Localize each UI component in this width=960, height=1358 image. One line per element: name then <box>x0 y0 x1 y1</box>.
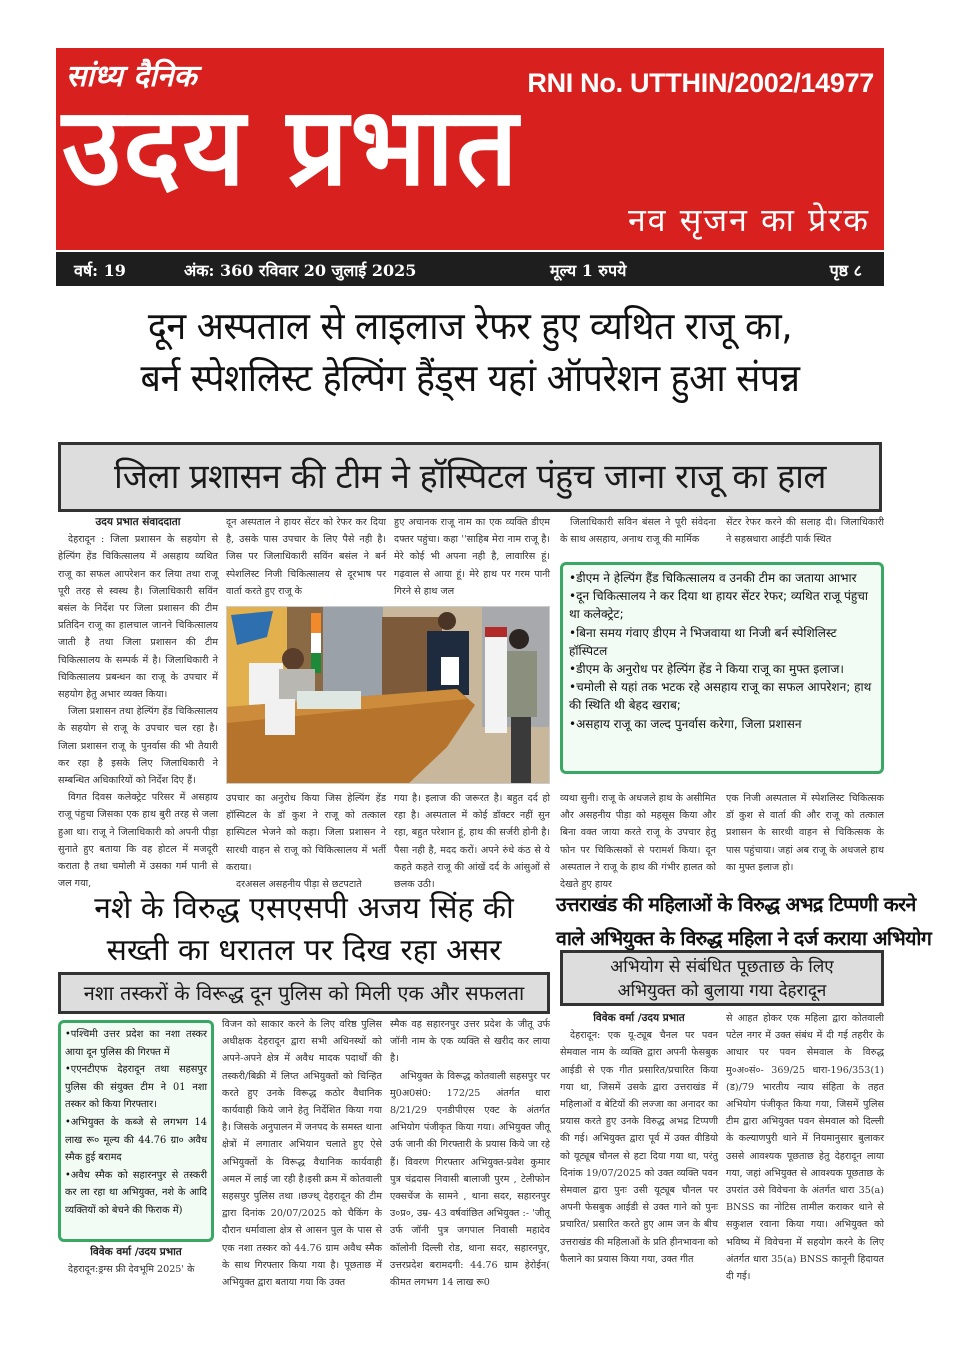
story2-headline-line2: सख्ती का धरातल पर दिख रहा असर <box>106 933 502 968</box>
story3-byline: विवेक वर्मा /उदय प्रभात <box>593 1012 685 1024</box>
story1-column-1 <box>58 514 218 892</box>
dm-office-photo <box>227 607 550 784</box>
highlight-item: •अभियुक्त के कब्जे से लगभग 14 लाख रू० मूल्य की 44.76 ग्रा० अवैध स्मैक हुई बरामद <box>65 1116 207 1164</box>
story1-paragraph: देहरादून : जिला प्रशासन के सहयोग से हेल्पिंग हेंड चिकित्सालय में असहाय व्यथित राजू का सफल आपरेशन कर लिया तथा राजू पूरी तरह से स्वस्थ है। जिलाधिकारी सविंन बसंल के निर्देश पर जिला प्रशासन की टीम प्रतिदिन राजू का हालचाल जानने चिकित्सालय जाती है तथा जिला प्रशासन की टीम चिकित्सालय के सम्पर्क में है। जिलाधिकारी ने चिकित्सालय प्रबन्धन का राजू के उपचार में सहयोग हेतु अभार व्यक्त किया। <box>58 534 218 701</box>
story3-headline-line1: उत्तराखंड की महिलाओं के विरुद्ध अभद्र टिप्पणी करने <box>556 893 916 916</box>
story1-photo <box>226 606 550 784</box>
story1-column-5-bottom <box>726 790 884 876</box>
issue-date: अंक: 360 रविवार 20 जुलाई 2025 <box>184 261 417 280</box>
story3-headline-line2: वाले अभियुक्त के विरुद्ध महिला ने दर्ज कराया अभियोग <box>556 927 932 950</box>
story1-paragraph: सेंटर रेफर करने की सलाह दी। जिलाधिकारी ने सहस्रधारा आईटी पार्क स्थित <box>726 517 884 546</box>
story1-column-3-top <box>394 514 550 600</box>
story1-headline <box>56 300 884 404</box>
highlight-item: •एएनटीएफ देहरादून तथा सहसपुर पुलिस की संयुक्त टीम ने 01 नशा तस्कर को किया गिरफ्तार। <box>65 1064 207 1111</box>
story1-paragraph: व्यथा सुनी। राजू के अधजले हाथ के असीमित और असहनीय पीड़ा को महसूस किया और बिना वक्त जाया करते राजू के उपचार हेतु फोन पर चिकित्सकों से परामर्श किया। दून अस्पताल ने राजू के हाथ की गंभीर हालत को देखते हुए हायर <box>560 793 716 891</box>
story3-column-1 <box>560 1010 718 1268</box>
masthead <box>56 48 884 250</box>
story2-paragraph: विजन को साकार करने के लिए वरिष्ठ पुलिस अधीक्षक देहरादून द्वारा सभी अधिनस्थों को अपने-अपने क्षेत्र में अवैध मादक पदार्थों की तस्करी/बिक्री में लिप्त अभियुक्तों को चिन्हित करते हुए उनके विरूद्ध कठोर वैधानिक कार्यवाही किये जाने हेतु निर्देशित किया गया है। जिसके अनुपालन में जनपद के समस्त थाना क्षेत्रों में लगातार अभियान चलाते हुए ऐसे अभियुक्तों के विरूद्ध वैधानिक कार्यवाही अमल में लाई जा रही है।इसी क्रम में कोतवाली सहसपुर पुलिस तथा ।छज्थ् देहरादून की टीम द्वारा दिनांक 20/07/2025 को चैकिंग के दौरान धर्मावाला क्षेत्र से आसन पुल के पास से एक नशा तस्कर को 44.76 ग्राम अवैध स्मैक के साथ गिरफ्तार किया गया है। पूछताछ में अभियुक्त द्वारा बताया गया कि उक्त <box>222 1019 382 1289</box>
highlight-item: •डीएम ने हेल्पिंग हैंड चिकित्सालय व उनकी टीम का जताया आभार <box>569 571 857 585</box>
issue-info-bar <box>56 252 884 286</box>
story1-paragraph: दरअसल असहनीय पीड़ा से छटपटाते <box>236 879 362 891</box>
story2-column-3 <box>390 1016 550 1291</box>
highlight-item: •पश्चिमी उत्तर प्रदेश का नशा तस्कर आया दून पुलिस की गिरफ्त में <box>65 1029 207 1058</box>
story1-headline-line1: दून अस्पताल से लाइलाज रेफर हुए व्यथित राजू का, <box>147 304 793 348</box>
story2-column-2 <box>222 1016 382 1291</box>
story1-column-5-top <box>726 514 884 548</box>
story3-paragraph: से आहत होकर एक महिला द्वारा कोतवाली पटेल नगर में उक्त संबंध में दी गई तहरीर के आधार पर पवन सेमवाल के विरुद्ध मु०अ०सं०- 369/25 धारा-196/353(1)(ड)/79 भारतीय न्याय संहिता के तहत अभियोग पंजीकृत किया गया, जिसमें पुलिस टीम द्वारा अभियुक्त पवन सेमवाल को दिल्ली के कल्याणपुरी थाने में नियमानुसार बुलाकर उससे आवश्यक पूछताछ हेतु देहरादून लाया गया, जहां अभियुक्त से आवश्यक पूछताछ के उपरांत उसे विवेचना के अंतर्गत धारा 35(a) BNSS का नोटिस तामील कराकर थाने से सकुशल रवाना किया गया। अभियुक्त को भविष्य में विवेचना में सहयोग करने के लिए अंतर्गत धारा 35(a) BNSS कानूनी हिदायत दी गई। <box>726 1013 884 1283</box>
story1-paragraph: एक निजी अस्पताल में स्पेशलिस्ट चिकित्सक डॉ कुश से वार्ता की और राजू को तत्काल प्रशासन के सारथी वाहन से चिकित्सक के पास पहुंचाया। जहां अब राजू के अधजले हाथ का मुफ्त इलाज हो। <box>726 793 884 873</box>
year: वर्ष: 19 <box>74 261 126 280</box>
story1-column-4-top <box>560 514 716 548</box>
story3-subheadline <box>560 950 884 1006</box>
story1-headline-line2: बर्न स्पेशलिस्ट हेल्पिंग हैंड्स यहां ऑपरेशन हुआ संपन्न <box>140 356 800 400</box>
highlight-item: •बिना समय गंवाए डीएम ने भिजवाया था निजी बर्न स्पेशिलिस्ट हॉस्पिटल <box>569 625 837 658</box>
story3-headline <box>556 888 932 956</box>
edition-label: सांध्य दैनिक <box>66 59 197 94</box>
story2-byline: विवेक वर्मा /उदय प्रभात <box>90 1246 182 1258</box>
story1-column-2-top <box>226 514 386 600</box>
newspaper-title: उदय प्रभात <box>62 85 520 210</box>
price: मूल्य 1 रुपये <box>550 261 627 280</box>
story1-column-4-bottom <box>560 790 716 893</box>
story1-column-3-bottom <box>394 790 550 893</box>
story2-headline-line1: नशे के विरुद्ध एसएसपी अजय सिंह की <box>94 891 514 926</box>
highlight-item: •दून चिकित्सालय ने कर दिया था हायर सेंटर रेफर; व्यथित राजू पंहुचा था कलेक्ट्रेट; <box>569 589 869 622</box>
story1-paragraph: जिला प्रशासन तथा हेल्पिंग हेंड चिकित्सालय के सहयोग से राजू के उपचार चल रहा है। जिला प्रशासन राजू के पुनर्वास की भी तैयारी कर रहा है इसके लिए जिलाधिकारी ने सम्बन्धित अधिकारियों को निर्देश दिए हैं। <box>58 706 218 787</box>
highlight-item: •डीएम के अनुरोध पर हेल्पिंग हेंड ने किया राजू का मुफ्त इलाज। <box>569 662 844 677</box>
story1-paragraph: हुए अचानक राजू नाम का एक व्यक्ति डीएम दफ्तर पहुंचा। कहा ''साहिब मेरा नाम राजू है। मेरे कोई भी अपना नही है, लावारिस हूं। गढ़वाल से आया हूं। मेरे हाथ पर गरम पानी गिरने से हाथ जल <box>394 517 550 597</box>
rni-number: RNI No. UTTHIN/2002/14977 <box>527 68 874 98</box>
story1-paragraph: विगत दिवस कलेक्ट्रेट परिसर में असहाय राजू पंहुचा जिसका एक हाथ बुरी तरह से जला हुआ था। राजू ने जिलाधिकारी को अपनी पीड़ा सुनाते हुए बताया कि वह होटल में मजदूरी कराता है तथा चमोली में उसका गर्म पानी से जल गया, <box>58 792 218 890</box>
story2-subheadline: नशा तस्करों के विरूद्ध दून पुलिस को मिली एक और सफलता <box>58 972 550 1014</box>
story1-paragraph: गया है। इलाज की जरूरत है। बहुत दर्द हो रहा है। अस्पताल में कोई डॉक्टर नहीं सुन रहा, बहुत परेशान हूं, हाथ की सर्जरी होनी है। पैसा नही है, मदद करों। अपने रुंधे कंठ से ये कहते कहते राजू की आंखें दर्द के आंसुओं से छलक उठी। <box>394 793 550 891</box>
story1-paragraph: उपचार का अनुरोध किया जिस हेल्पिंग हेंड हॉस्पिटल के डॉ कुश ने राजू को तत्काल हास्पिटल भेजने को कहा। जिला प्रशासन ने सारथी वाहन से राजू को चिकित्सालय में भर्ती कराया। <box>226 793 386 873</box>
story1-subheadline: जिला प्रशासन की टीम ने हॉस्पिटल पंहुच जाना राजू का हाल <box>58 442 882 512</box>
highlight-item: •चमोली से यहां तक भटक रहे असहाय राजू का सफल आपरेशन; हाथ की स्थिति थी बेहद खराब; <box>569 680 872 713</box>
story3-column-2 <box>726 1010 884 1285</box>
story2-highlights-box <box>58 1020 214 1242</box>
story2-paragraph: देहरादून:ड्रग्स फ्री देवभूमि 2025' के <box>68 1264 195 1276</box>
story1-paragraph: दून अस्पताल ने हायर सेंटर को रेफर कर दिया है, उसके पास उपचार के लिए पैसे नही है। जिस पर जिलाधिकारी सविंन बसंल ने बर्न स्पेशलिस्ट निजी चिकित्सालय से दूरभाष पर वार्ता करते हुए राजू के <box>226 517 386 597</box>
story2-paragraph: अभियुक्त के विरूद्ध कोतवाली सहसपुर पर मु0अ0सं0: 172/25 अंतर्गत धारा 8/21/29 एनडीपीएस एक्ट के अंतर्गत अभियोग पंजीकृत किया गया। अभियुक्त जीतू उर्फ जानी की गिरफ्तारी के प्रयास किये जा रहे हैं। विवरण गिरफ्तार अभियुक्त-प्रवेश कुमार पुत्र चंद्रदास निवासी बालाजी पुरम , टेलीफोन एक्सचेंज के सामने , थाना सदर, सहारनपुर उ०प्र०, उम्र- 43 वर्षवांछित अभियुक्त :- 'जीतू उर्फ जॉनी पुत्र जगपाल निवासी महादेव कॉलोनी दिल्ली रोड, थाना सदर, सहारनपुर, उत्तरप्रदेश बरामदगी: 44.76 ग्राम हेरोईन( कीमत लगभग 14 लाख रू0 <box>390 1070 550 1289</box>
story2-paragraph: स्मैक वह सहारनपुर उत्तर प्रदेश के जीतू उर्फ जॉनी नाम के एक व्यक्ति से खरीद कर लाया है। <box>390 1019 550 1065</box>
story1-paragraph: जिलाधिकारी सविन बंसल ने पूरी संवेदना के साथ असहाय, अनाथ राजू की मार्मिक <box>560 517 716 546</box>
story1-highlights-box <box>560 562 884 774</box>
story2-headline <box>56 888 552 972</box>
story3-subheadline-line1: अभियोग से संबंधित पूछताछ के लिए <box>610 957 834 977</box>
tagline: नव सृजन का प्रेरक <box>628 201 870 239</box>
page-number: पृष्ठ ८ <box>829 261 862 280</box>
story1-byline: उदय प्रभात संवाददाता <box>95 516 181 528</box>
highlight-item: •असहाय राजू का जल्द पुनर्वास करेगा, जिला प्रशासन <box>569 716 802 731</box>
highlight-item: •अवैध स्मैक को सहारनपुर से तस्करी कर ला रहा था अभियुक्त, नशे के आदि व्यक्तियों को बेचने की फिराक में) <box>65 1169 207 1216</box>
story2-column-1 <box>58 1244 214 1278</box>
story3-subheadline-line2: अभियुक्त को बुलाया गया देहरादून <box>617 981 827 1001</box>
story1-column-2-bottom <box>226 790 386 893</box>
story3-paragraph: देहरादून: एक यू-ट्यूब चैनल पर पवन सेमवाल नाम के व्यक्ति द्वारा अपनी फेसबुक आईडी से एक गीत प्रसारित/प्रचारित किया गया था, जिसमें उसके द्वारा उत्तराखंड में महिलाओं व बेटियों की लज्जा का अनादर का प्रयास करते हुए उनके विरुद्ध अभद्र टिप्पणी की गई। अभियुक्त द्वारा पूर्व में उक्त वीडियो को यूट्यूब चौनल से हटा दिया गया था, परंतु दिनांक 19/07/2025 को उक्त व्यक्ति पवन सेमवाल द्वारा पुनः उसी यूट्यूब चौनल पर अपनी फेसबुक आईडी से उक्त गाने को पुनः प्रचारित/ प्रसारित करते हुए आम जन के बीच उत्तराखंड की महिलाओं के प्रति हीनभावना को फैलाने का प्रयास किया गया, उक्त गीत <box>560 1030 718 1265</box>
